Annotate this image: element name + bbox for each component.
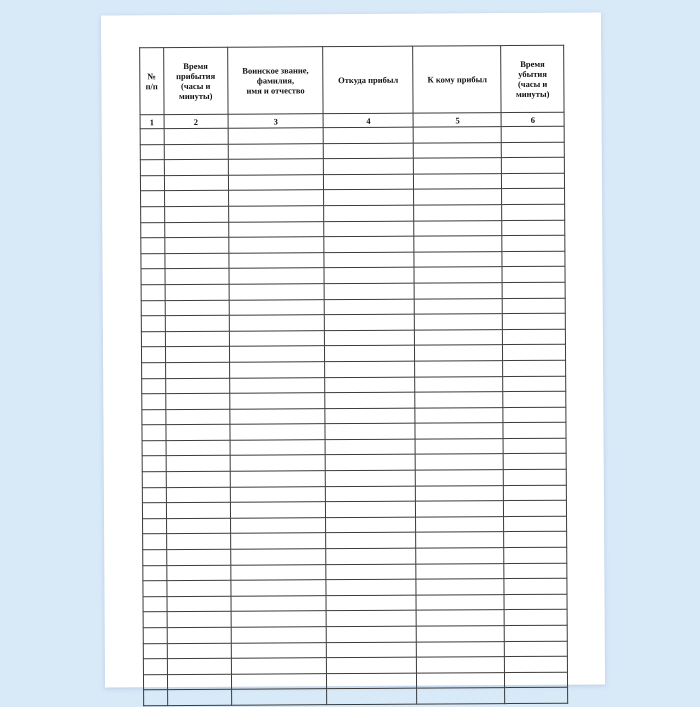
table-cell[interactable] (325, 314, 415, 330)
table-cell[interactable] (502, 173, 565, 189)
table-cell[interactable] (142, 425, 166, 441)
table-cell[interactable] (141, 285, 165, 301)
table-cell[interactable] (230, 393, 325, 409)
table-cell[interactable] (414, 205, 502, 221)
table-cell[interactable] (231, 533, 326, 549)
table-cell[interactable] (324, 189, 414, 205)
table-cell[interactable] (502, 157, 565, 173)
table-cell[interactable] (503, 298, 566, 314)
table-cell[interactable] (229, 190, 324, 206)
table-cell[interactable] (504, 500, 567, 516)
table-cell[interactable] (415, 329, 503, 345)
table-cell[interactable] (502, 267, 565, 283)
table-cell[interactable] (164, 159, 229, 175)
table-cell[interactable] (230, 471, 325, 487)
table-cell[interactable] (324, 158, 414, 174)
table-cell[interactable] (230, 424, 325, 440)
table-cell[interactable] (324, 143, 414, 159)
table-cell[interactable] (141, 331, 165, 347)
table-cell[interactable] (165, 284, 230, 300)
table-cell[interactable] (502, 235, 565, 251)
table-cell[interactable] (502, 142, 565, 158)
table-cell[interactable] (326, 579, 416, 595)
table-cell[interactable] (143, 581, 167, 597)
table-cell[interactable] (141, 191, 165, 207)
table-cell[interactable] (143, 659, 167, 675)
table-cell[interactable] (324, 174, 414, 190)
table-cell[interactable] (141, 347, 165, 363)
table-cell[interactable] (167, 612, 232, 628)
table-body (140, 126, 568, 706)
table-cell[interactable] (417, 688, 505, 704)
table-cell[interactable] (326, 548, 416, 564)
column-number-5: 5 (413, 113, 501, 128)
table-cell[interactable] (230, 440, 325, 456)
table-cell[interactable] (231, 658, 326, 674)
table-cell[interactable] (414, 142, 502, 158)
table-cell[interactable] (228, 143, 323, 159)
table-cell[interactable] (164, 253, 229, 269)
table-cell[interactable] (231, 518, 326, 534)
table-cell[interactable] (324, 283, 414, 299)
table-cell[interactable] (141, 222, 165, 238)
table-cell[interactable] (324, 299, 414, 315)
table-cell[interactable] (164, 206, 229, 222)
table-cell[interactable] (417, 641, 505, 657)
table-cell[interactable] (417, 657, 505, 673)
table-cell[interactable] (505, 656, 568, 672)
table-cell[interactable] (502, 251, 565, 267)
table-cell[interactable] (503, 313, 566, 329)
table-cell[interactable] (142, 363, 166, 379)
table-cell[interactable] (143, 628, 167, 644)
table-cell[interactable] (166, 534, 231, 550)
table-cell[interactable] (324, 267, 414, 283)
table-cell[interactable] (164, 144, 229, 160)
table-cell[interactable] (167, 627, 232, 643)
table-cell[interactable] (143, 674, 167, 690)
table-cell[interactable] (165, 378, 230, 394)
table-cell[interactable] (326, 564, 416, 580)
table-cell[interactable] (324, 236, 414, 252)
table-cell[interactable] (144, 690, 168, 706)
table-cell[interactable] (229, 268, 324, 284)
table-cell[interactable] (326, 470, 416, 486)
table-cell[interactable] (415, 314, 503, 330)
table-cell[interactable] (416, 516, 504, 532)
column-header-line: убытия (518, 68, 547, 79)
table-cell[interactable] (415, 423, 503, 439)
table-cell[interactable] (505, 625, 568, 641)
table-cell[interactable] (165, 300, 230, 316)
table-cell[interactable] (142, 394, 166, 410)
table-cell[interactable] (232, 673, 327, 689)
table-cell[interactable] (230, 377, 325, 393)
table-cell[interactable] (231, 580, 326, 596)
table-cell[interactable] (143, 550, 167, 566)
table-cell[interactable] (325, 455, 415, 471)
table-cell[interactable] (167, 658, 232, 674)
table-cell[interactable] (231, 611, 326, 627)
table-cell[interactable] (228, 159, 323, 175)
table-header-row (140, 45, 564, 115)
table-cell[interactable] (229, 315, 324, 331)
table-cell[interactable] (142, 487, 166, 503)
table-cell[interactable] (325, 361, 415, 377)
table-cell[interactable] (417, 672, 505, 688)
table-cell[interactable] (415, 283, 503, 299)
table-cell[interactable] (504, 578, 567, 594)
table-cell[interactable] (326, 501, 416, 517)
table-cell[interactable] (142, 456, 166, 472)
table-cell[interactable] (229, 252, 324, 268)
table-cell[interactable] (229, 330, 324, 346)
table-cell[interactable] (416, 485, 504, 501)
column-header-origin (323, 46, 414, 114)
table-cell[interactable] (140, 144, 164, 160)
table-cell[interactable] (325, 330, 415, 346)
table-cell[interactable] (230, 455, 325, 471)
table-cell[interactable] (502, 220, 565, 236)
column-header-departure-time (501, 45, 564, 112)
table-cell[interactable] (416, 501, 504, 517)
table-cell[interactable] (414, 127, 502, 143)
table-cell[interactable] (166, 565, 231, 581)
table-cell[interactable] (414, 267, 502, 283)
table-cell[interactable] (141, 300, 165, 316)
table-row (144, 688, 568, 706)
table-cell[interactable] (166, 487, 231, 503)
table-cell[interactable] (141, 238, 165, 254)
column-header-line: минуты) (178, 90, 213, 102)
table-cell[interactable] (503, 407, 566, 423)
table-cell[interactable] (165, 362, 230, 378)
table-cell[interactable] (325, 377, 415, 393)
column-header-line: (часы и (180, 80, 211, 92)
table-cell[interactable] (326, 486, 416, 502)
table-cell[interactable] (415, 392, 503, 408)
table-cell[interactable] (505, 610, 568, 626)
table-cell[interactable] (415, 360, 503, 376)
document-sheet (101, 12, 605, 687)
table-cell[interactable] (502, 204, 565, 220)
column-number-6: 6 (502, 112, 565, 126)
table-cell[interactable] (165, 347, 230, 363)
table-cell[interactable] (504, 438, 567, 454)
column-header-line: п/п (145, 81, 158, 92)
column-header-line: прибытия (176, 70, 216, 82)
table-cell[interactable] (231, 549, 326, 565)
table-cell[interactable] (228, 174, 323, 190)
table-cell[interactable] (140, 160, 164, 176)
table-cell[interactable] (141, 207, 165, 223)
table-cell[interactable] (504, 454, 567, 470)
table-cell[interactable] (502, 189, 565, 205)
table-cell[interactable] (142, 503, 166, 519)
table-cell[interactable] (502, 126, 565, 142)
table-cell[interactable] (143, 518, 167, 534)
table-cell[interactable] (503, 422, 566, 438)
table-cell[interactable] (229, 221, 324, 237)
table-cell[interactable] (326, 626, 416, 642)
table-cell[interactable] (415, 345, 503, 361)
table-cell[interactable] (415, 376, 503, 392)
table-cell[interactable] (230, 486, 325, 502)
table-cell[interactable] (505, 672, 568, 688)
table-cell[interactable] (164, 191, 229, 207)
journal-table (139, 45, 568, 707)
table-cell[interactable] (140, 175, 164, 191)
table-cell[interactable] (504, 469, 567, 485)
table-cell[interactable] (165, 393, 230, 409)
column-header-destination-person (413, 46, 501, 114)
table-cell[interactable] (167, 643, 232, 659)
table-cell[interactable] (142, 441, 166, 457)
table-cell[interactable] (231, 642, 326, 658)
table-cell[interactable] (416, 579, 504, 595)
column-header-arrival-time (163, 47, 228, 114)
table-cell[interactable] (230, 346, 325, 362)
table-cell[interactable] (164, 222, 229, 238)
column-header-rank-name (228, 47, 324, 115)
table-cell[interactable] (326, 517, 416, 533)
table-cell[interactable] (164, 237, 229, 253)
table-cell[interactable] (143, 612, 167, 628)
table-cell[interactable] (229, 237, 324, 253)
table-cell[interactable] (166, 425, 231, 441)
table-cell[interactable] (325, 408, 415, 424)
table-cell[interactable] (325, 423, 415, 439)
table-cell[interactable] (417, 626, 505, 642)
table-cell[interactable] (141, 253, 165, 269)
table-cell[interactable] (165, 331, 230, 347)
table-cell[interactable] (503, 282, 566, 298)
table-cell[interactable] (229, 284, 324, 300)
table-cell[interactable] (505, 641, 568, 657)
table-cell[interactable] (324, 252, 414, 268)
column-header-line: минуты) (515, 88, 550, 100)
table-cell[interactable] (166, 580, 231, 596)
column-header-line: № (147, 71, 156, 82)
table-cell[interactable] (232, 689, 327, 705)
table-cell[interactable] (503, 345, 566, 361)
column-header-number (140, 48, 164, 115)
table-cell[interactable] (140, 129, 164, 145)
table-cell[interactable] (416, 563, 504, 579)
column-header-line: Время (520, 58, 545, 69)
table-cell[interactable] (505, 688, 568, 704)
column-header-line: (часы и (517, 78, 548, 89)
table-cell[interactable] (504, 547, 567, 563)
table-cell[interactable] (503, 376, 566, 392)
table-cell[interactable] (503, 391, 566, 407)
table-cell[interactable] (323, 127, 413, 143)
table-cell[interactable] (167, 690, 232, 706)
column-header-line: фамилия, (256, 75, 295, 86)
table-cell[interactable] (415, 438, 503, 454)
table-cell[interactable] (504, 532, 567, 548)
table-cell[interactable] (326, 611, 416, 627)
table-cell[interactable] (166, 503, 231, 519)
table-cell[interactable] (414, 251, 502, 267)
column-number-4: 4 (323, 113, 413, 128)
table-cell[interactable] (416, 594, 504, 610)
table-cell[interactable] (414, 236, 502, 252)
table-cell[interactable] (416, 532, 504, 548)
table-header (140, 45, 564, 129)
table-cell[interactable] (503, 329, 566, 345)
table-cell[interactable] (503, 360, 566, 376)
table-cell[interactable] (167, 596, 232, 612)
column-header-line: Откуда прибыл (338, 74, 399, 86)
column-number-2: 2 (164, 114, 229, 128)
table-cell[interactable] (416, 470, 504, 486)
column-header-line: Воинское звание, (242, 65, 309, 76)
table-cell[interactable] (326, 533, 416, 549)
table-cell[interactable] (141, 269, 165, 285)
table-cell[interactable] (504, 594, 567, 610)
table-cell[interactable] (416, 454, 504, 470)
table-cell[interactable] (231, 564, 326, 580)
journal-table-area (139, 45, 568, 707)
column-header-line: К кому прибыл (427, 74, 488, 85)
table-cell[interactable] (229, 206, 324, 222)
table-cell[interactable] (230, 362, 325, 378)
table-cell[interactable] (414, 158, 502, 174)
table-cell[interactable] (230, 502, 325, 518)
column-header-line: имя и отчество (246, 85, 305, 96)
table-cell[interactable] (230, 408, 325, 424)
table-cell[interactable] (416, 548, 504, 564)
table-cell[interactable] (504, 563, 567, 579)
table-cell[interactable] (231, 595, 326, 611)
table-cell[interactable] (327, 673, 417, 689)
table-cell[interactable] (142, 409, 166, 425)
table-cell[interactable] (143, 596, 167, 612)
table-cell[interactable] (414, 220, 502, 236)
table-cell[interactable] (229, 299, 324, 315)
table-cell[interactable] (414, 173, 502, 189)
table-cell[interactable] (165, 409, 230, 425)
table-cell[interactable] (165, 315, 230, 331)
table-cell[interactable] (166, 549, 231, 565)
column-number-1: 1 (140, 115, 164, 129)
column-number-3: 3 (228, 114, 323, 129)
table-cell[interactable] (164, 175, 229, 191)
table-cell[interactable] (415, 407, 503, 423)
table-cell[interactable] (142, 378, 166, 394)
table-cell[interactable] (167, 674, 232, 690)
table-cell[interactable] (324, 221, 414, 237)
table-cell[interactable] (141, 316, 165, 332)
table-cell[interactable] (325, 345, 415, 361)
table-cell[interactable] (166, 471, 231, 487)
table-cell[interactable] (143, 643, 167, 659)
table-cell[interactable] (228, 128, 323, 144)
table-cell[interactable] (164, 128, 229, 144)
table-cell[interactable] (414, 189, 502, 205)
table-cell[interactable] (142, 472, 166, 488)
table-cell[interactable] (327, 657, 417, 673)
table-cell[interactable] (504, 485, 567, 501)
table-cell[interactable] (325, 439, 415, 455)
table-cell[interactable] (324, 205, 414, 221)
table-cell[interactable] (415, 298, 503, 314)
table-cell[interactable] (166, 456, 231, 472)
table-cell[interactable] (166, 518, 231, 534)
column-header-line: Время (183, 60, 208, 72)
table-cell[interactable] (504, 516, 567, 532)
table-cell[interactable] (326, 595, 416, 611)
table-cell[interactable] (327, 688, 417, 704)
table-cell[interactable] (417, 610, 505, 626)
table-cell[interactable] (143, 534, 167, 550)
table-cell[interactable] (325, 392, 415, 408)
table-cell[interactable] (231, 627, 326, 643)
table-cell[interactable] (165, 269, 230, 285)
table-cell[interactable] (327, 642, 417, 658)
table-cell[interactable] (166, 440, 231, 456)
table-cell[interactable] (143, 565, 167, 581)
